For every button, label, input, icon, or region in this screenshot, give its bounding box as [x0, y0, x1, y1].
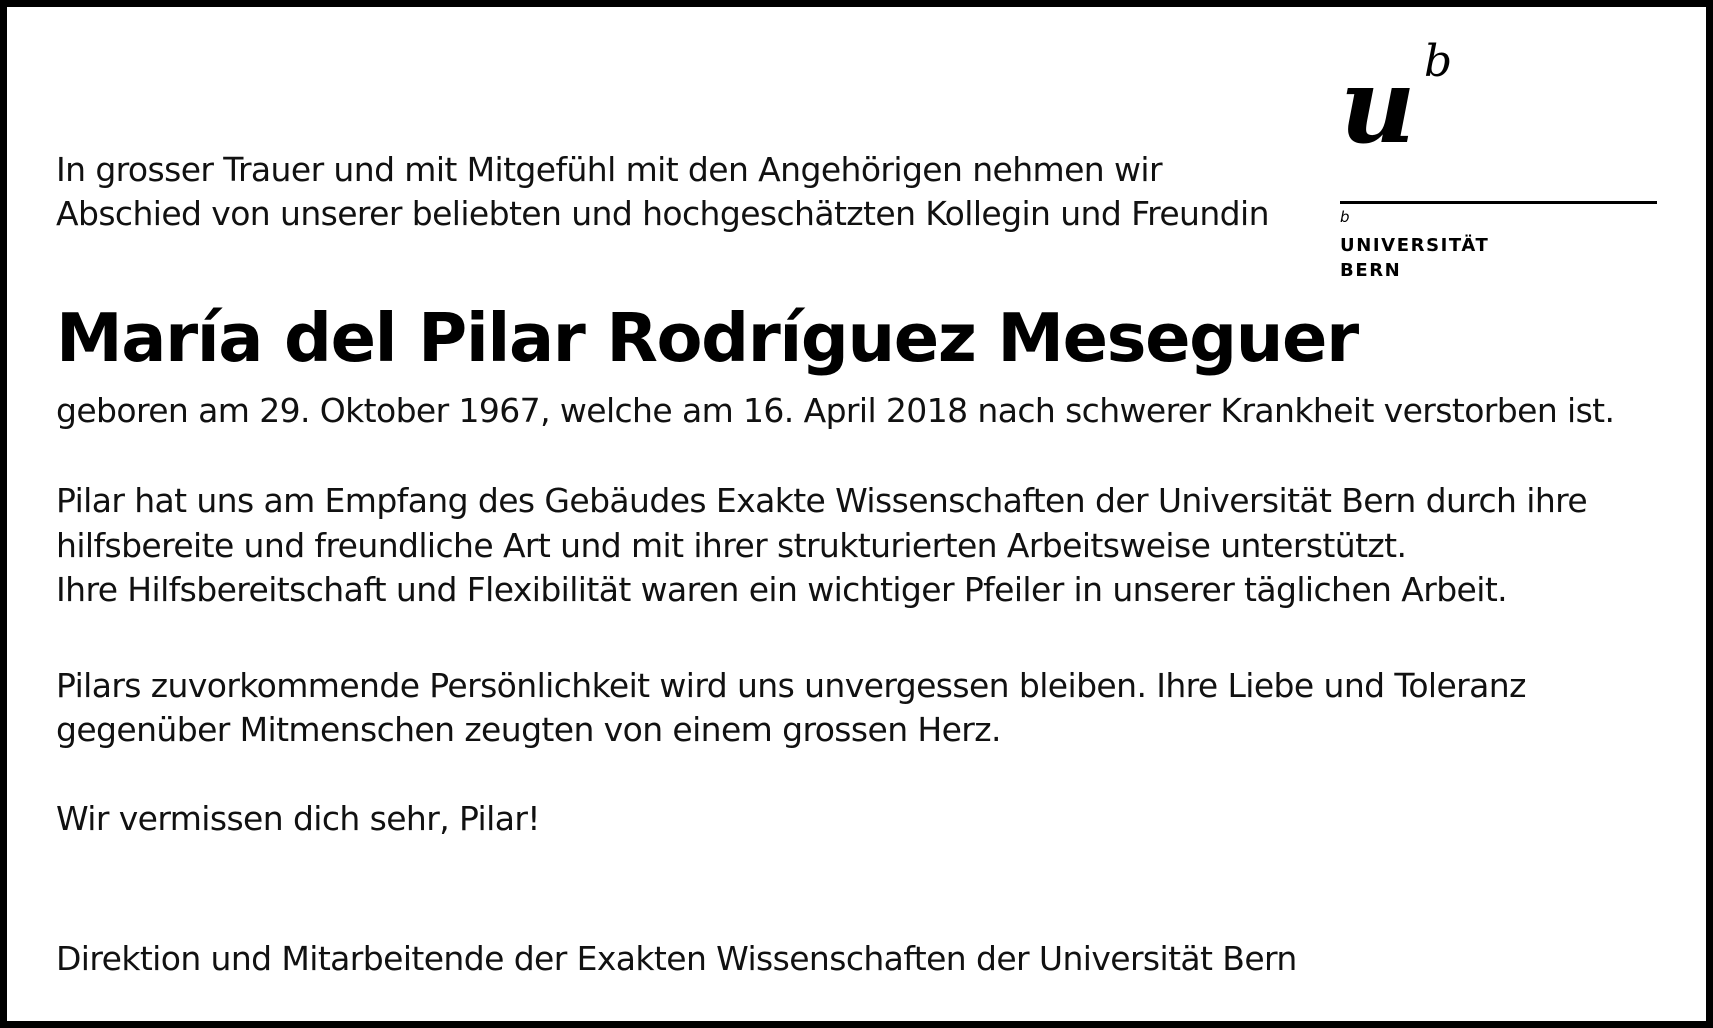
logo-small-b: b — [1340, 208, 1350, 226]
paragraph-1-line-3: Ihre Hilfsbereitschaft und Flexibilität waren ein wichtiger Pfeiler in unserer täglichen Arbeit. — [56, 570, 1508, 609]
deceased-name: María del Pilar Rodríguez Meseguer — [56, 299, 1358, 377]
birth-death-dates: geboren am 29. Oktober 1967, welche am 16. April 2018 nach schwerer Krankheit verstorben ist. — [56, 391, 1615, 430]
paragraph-1-line-2: hilfsbereite und freundliche Art und mit ihrer strukturierten Arbeitsweise unterstützt. — [56, 526, 1407, 565]
logo-mark-u: u — [1340, 44, 1416, 167]
intro-line-1: In grosser Trauer und mit Mitgefühl mit den Angehörigen nehmen wir — [56, 150, 1162, 189]
signature-line: Direktion und Mitarbeitende der Exakten Wissenschaften der Universität Bern — [56, 939, 1297, 978]
closing-line: Wir vermissen dich sehr, Pilar! — [56, 799, 540, 838]
paragraph-2-line-2: gegenüber Mitmenschen zeugten von einem grossen Herz. — [56, 710, 1001, 749]
logo-text-bern: BERN — [1340, 260, 1402, 281]
paragraph-2-line-1: Pilars zuvorkommende Persönlichkeit wird uns unvergessen bleiben. Ihre Liebe und Toleranz — [56, 666, 1526, 705]
logo-divider — [1340, 201, 1657, 204]
intro-line-2: Abschied von unserer beliebten und hochgeschätzten Kollegin und Freundin — [56, 194, 1269, 233]
paragraph-1-line-1: Pilar hat uns am Empfang des Gebäudes Exakte Wissenschaften der Universität Bern durch ihre — [56, 481, 1588, 520]
logo-mark-b: b — [1424, 36, 1453, 87]
university-bern-logo — [1340, 36, 1670, 286]
logo-text-universitaet: UNIVERSITÄT — [1340, 235, 1490, 256]
